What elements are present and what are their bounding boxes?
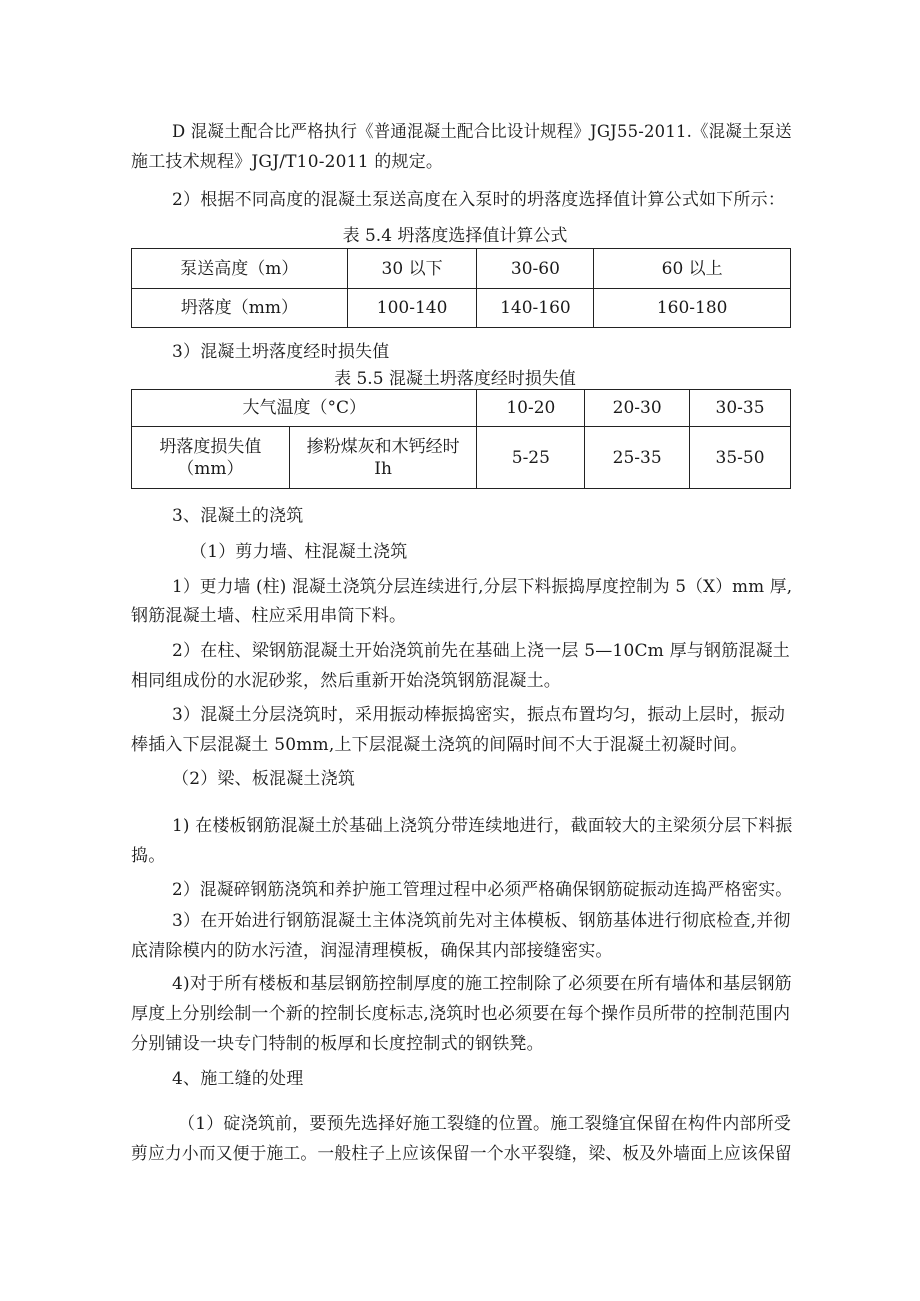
table-row [132, 390, 791, 427]
table-row [132, 289, 791, 328]
table-cell [289, 427, 477, 489]
paragraph-line: 钢筋混凝土墙、柱应采用串筒下料。 [131, 606, 407, 626]
paragraph-line: 剪应力小而又便于施工。一般柱子上应该保留一个水平裂缝，梁、板及外墙面上应该保留 [131, 1144, 792, 1164]
table-cell: 25-35 [585, 427, 690, 489]
table-row [132, 427, 791, 489]
paragraph-line: D 混凝土配合比严格执行《普通混凝土配合比设计规程》JGJ55-2011.《混凝土泵送 [172, 122, 792, 142]
paragraph-line: 分别铺设一块专门特制的板厚和长度控制式的钢铁凳。 [131, 1034, 544, 1054]
table-cell: 坍落度（mm） [132, 289, 348, 328]
table-cell: 5-25 [477, 427, 585, 489]
cell-line: 掺粉煤灰和木钙经时 [306, 436, 460, 457]
table-cell: 30-60 [477, 249, 594, 289]
paragraph-line: 1) 在楼板钢筋混凝土於基础上浇筑分带连续地进行，截面较大的主梁须分层下料振 [172, 816, 793, 836]
paragraph-line: （1）碇浇筑前，要预先选择好施工裂缝的位置。施工裂缝宜保留在构件内部所受 [178, 1114, 792, 1134]
slump-loss-table [131, 389, 791, 489]
table-cell: 20-30 [585, 390, 690, 427]
paragraph-line: 2）在柱、梁钢筋混凝土开始浇筑前先在基础上浇一层 5—10Cm 厚与钢筋混凝土 [172, 641, 790, 661]
table-caption: 表 5.4 坍落度选择值计算公式 [342, 226, 568, 246]
paragraph-line: 3）混凝土坍落度经时损失值 [172, 342, 390, 362]
section-heading: 4、施工缝的处理 [172, 1069, 304, 1089]
paragraph-line: 1）更力墙 (柱) 混凝土浇筑分层连续进行,分层下料振捣厚度控制为 5（X）mm 厚, [172, 577, 793, 597]
table-cell: 大气温度（°C） [132, 390, 477, 427]
cell-line: 坍落度损失值 [159, 436, 262, 457]
paragraph-line: 4)对于所有楼板和基层钢筋控制厚度的施工控制除了必须要在所有墙体和基层钢筋 [172, 974, 792, 994]
table-cell: 100-140 [347, 289, 477, 328]
subsection-heading: （2）梁、板混凝土浇筑 [172, 769, 356, 789]
paragraph-line: 相同组成份的水泥砂浆，然后重新开始浇筑钢筋混凝土。 [131, 671, 561, 691]
table-cell: 35-50 [690, 427, 791, 489]
paragraph-line: 3）在开始进行钢筋混凝土主体浇筑前先对主体模板、钢筋基体进行彻底检查,并彻 [172, 911, 791, 931]
paragraph-line: 3）混凝土分层浇筑时，采用振动棒振捣密实，振点布置均匀，振动上层时，振动 [172, 705, 786, 725]
table-cell: 30 以下 [347, 249, 477, 289]
paragraph-line: 2）混凝碎钢筋浇筑和养护施工管理过程中必须严格确保钢筋碇振动连捣严格密实。 [172, 880, 793, 900]
table-cell: 泵送高度（m） [132, 249, 348, 289]
table-cell: 60 以上 [594, 249, 791, 289]
table-cell: 30-35 [690, 390, 791, 427]
section-heading: 3、混凝土的浇筑 [172, 506, 304, 526]
table-cell: 140-160 [477, 289, 594, 328]
table-row [132, 249, 791, 289]
slump-table [131, 248, 791, 328]
subsection-heading: （1）剪力墙、柱混凝土浇筑 [190, 542, 408, 562]
table-caption: 表 5.5 混凝土坍落度经时损失值 [334, 369, 576, 389]
paragraph-line: 施工技术规程》JGJ/T10-2011 的规定。 [131, 152, 444, 172]
cell-line: （mm） [177, 458, 244, 479]
paragraph-line: 厚度上分别绘制一个新的控制长度标志,浇筑时也必须要在每个操作员所带的控制范围内 [131, 1004, 791, 1024]
table-cell [132, 427, 290, 489]
cell-line: Ih [374, 458, 392, 479]
table-cell: 160-180 [594, 289, 791, 328]
paragraph-line: 捣。 [131, 846, 166, 866]
paragraph-line: 棒插入下层混凝土 50mm,上下层混凝土浇筑的间隔时间不大于混凝土初凝时间。 [131, 735, 748, 755]
table-cell: 10-20 [477, 390, 585, 427]
paragraph-line: 2）根据不同高度的混凝土泵送高度在入泵时的坍落度选择值计算公式如下所示： [172, 190, 786, 210]
paragraph-line: 底清除模内的防水污渣，润湿清理模板，确保其内部接缝密实。 [131, 941, 613, 961]
